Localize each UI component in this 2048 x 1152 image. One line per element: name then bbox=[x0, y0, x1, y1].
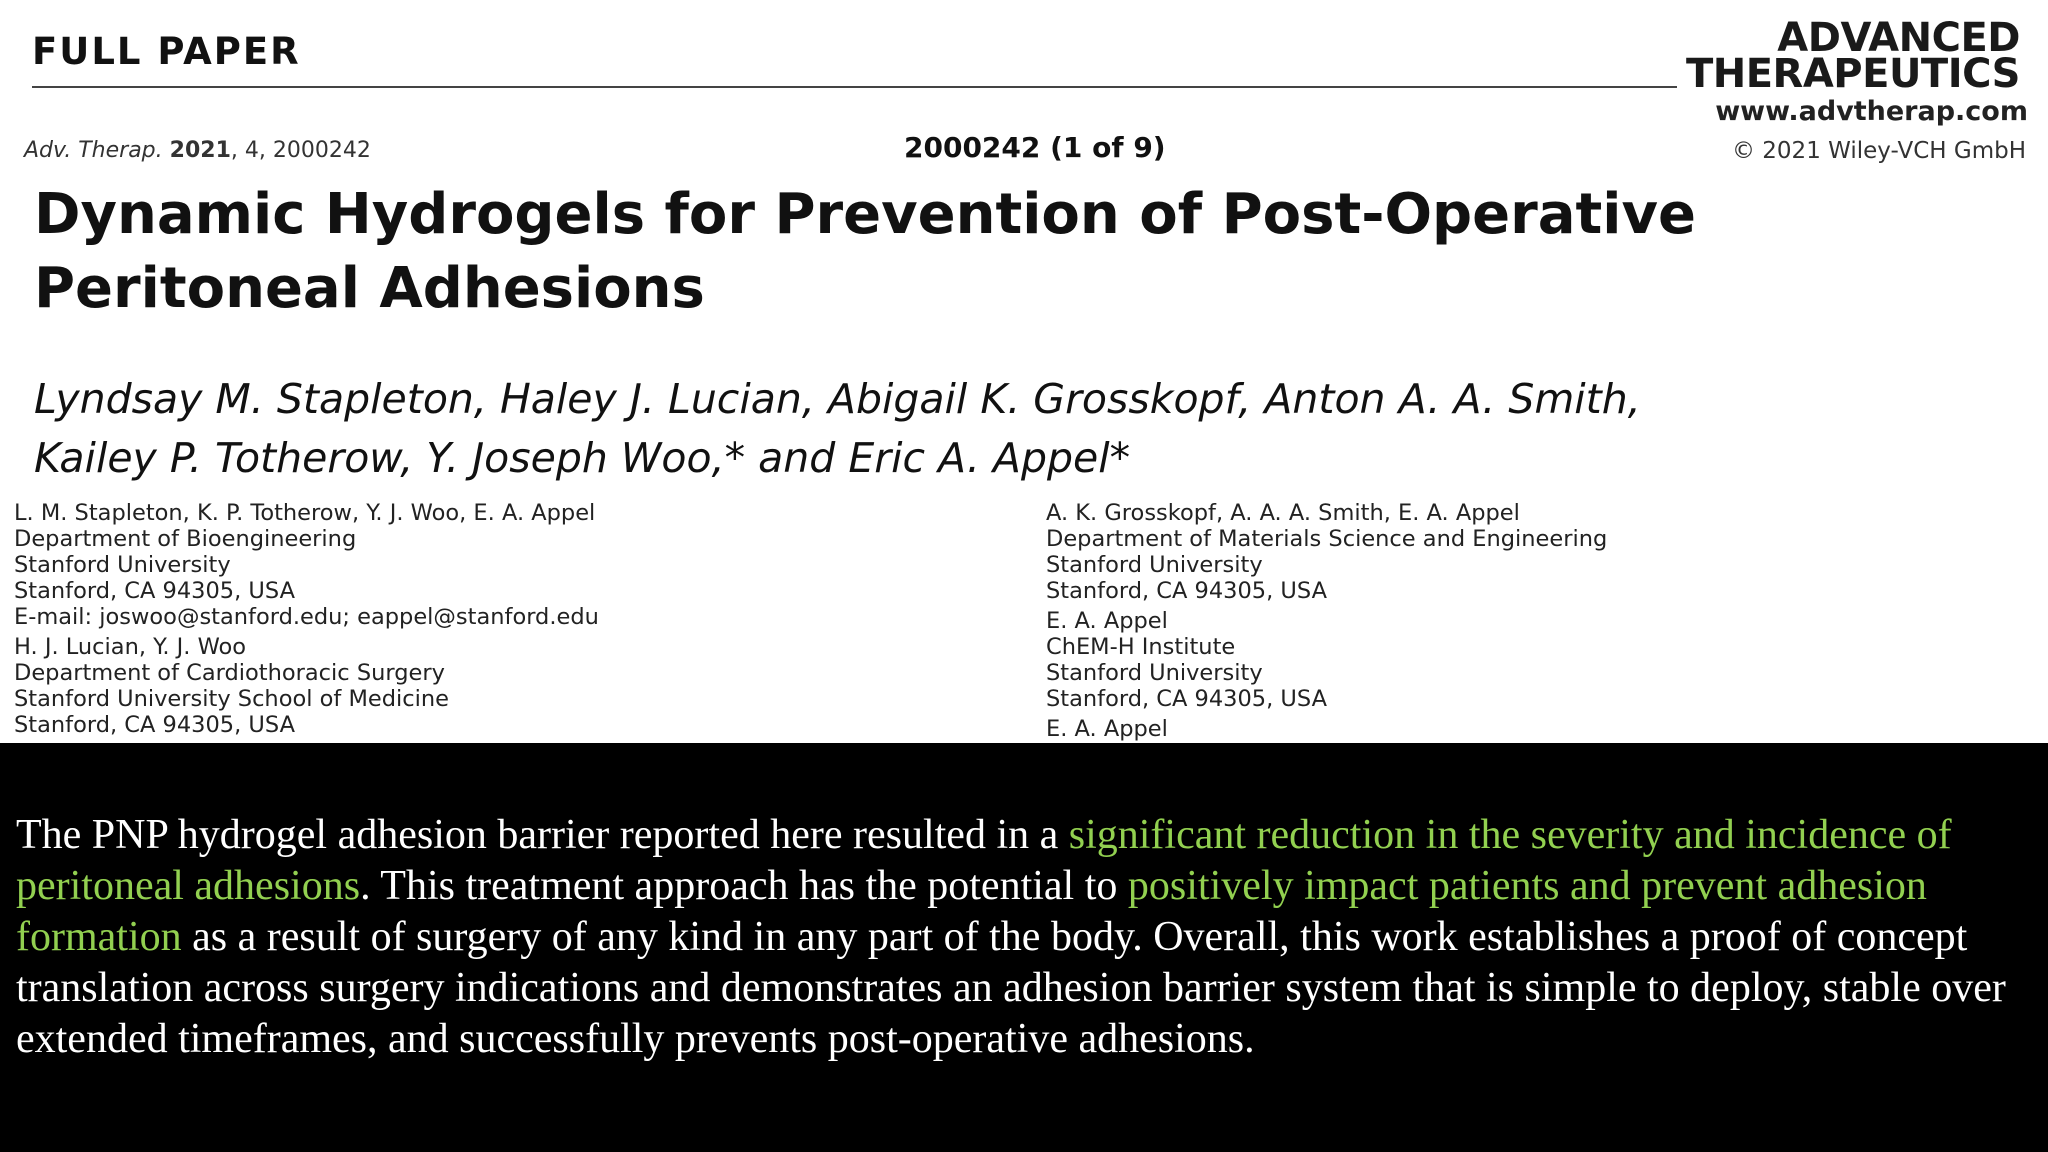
author-list bbox=[34, 370, 1874, 488]
affiliation-line: Stanford University bbox=[1046, 552, 1263, 578]
citation-year: 2021 bbox=[169, 138, 231, 163]
affiliation-block bbox=[1046, 500, 2026, 604]
header-divider bbox=[32, 86, 1677, 88]
affiliation-block bbox=[14, 500, 1014, 630]
journal-logo bbox=[1685, 15, 2020, 97]
author-line: Lyndsay M. Stapleton, Haley J. Lucian, Abigail K. Grosskopf, Anton A. A. Smith, bbox=[34, 375, 1641, 423]
affiliation-block bbox=[14, 634, 1014, 738]
journal-logo-line1: ADVANCED bbox=[1777, 15, 2020, 61]
article-title: Dynamic Hydrogels for Prevention of Post-Operative Peritoneal Adhesions bbox=[34, 182, 1696, 321]
affiliation-line: Stanford University bbox=[1046, 660, 1263, 686]
summary-highlight: significant reduction in the severity and incidence of peritoneal adhesions bbox=[16, 812, 1952, 909]
affiliation-line: Stanford, CA 94305, USA bbox=[1046, 578, 1327, 604]
affiliation-line: Department of Bioengineering bbox=[14, 526, 357, 552]
affiliation-block bbox=[1046, 716, 2026, 742]
journal-website: www.advtherap.com bbox=[1715, 96, 2028, 127]
page-identifier: 2000242 (1 of 9) bbox=[904, 131, 1166, 164]
affiliation-line: ChEM-H Institute bbox=[1046, 634, 1236, 660]
summary-text: The PNP hydrogel adhesion barrier reported here resulted in a bbox=[16, 812, 1069, 858]
affiliation-line: Stanford University bbox=[14, 552, 231, 578]
citation bbox=[24, 138, 371, 163]
affiliation-line: E. A. Appel bbox=[1046, 716, 1168, 742]
summary-text: as a result of surgery of any kind in any part of the body. Overall, this work establishes a proof of concept translation across surgery indications and demonstrates an adhesion barrier system that is simple to deploy, stable over extended timeframes, and successfully prevents post-operative adhesions. bbox=[16, 914, 2006, 1062]
citation-volume: , 4, 2000242 bbox=[230, 138, 371, 163]
affiliations-left bbox=[14, 500, 1014, 738]
affiliation-block bbox=[1046, 608, 2026, 712]
section-label: FULL PAPER bbox=[32, 30, 301, 73]
summary-text: . This treatment approach has the potential to bbox=[360, 863, 1128, 909]
affiliation-line: E. A. Appel bbox=[1046, 608, 1168, 634]
citation-journal: Adv. Therap. bbox=[24, 138, 163, 163]
affiliations-right bbox=[1046, 500, 2026, 742]
affiliation-line: L. M. Stapleton, K. P. Totherow, Y. J. Woo, E. A. Appel bbox=[14, 500, 596, 526]
affiliation-line: Stanford, CA 94305, USA bbox=[14, 578, 295, 604]
journal-logo-line2: THERAPEUTICS bbox=[1685, 51, 2020, 97]
affiliation-line: Department of Cardiothoracic Surgery bbox=[14, 660, 445, 686]
affiliation-line: H. J. Lucian, Y. J. Woo bbox=[14, 634, 247, 660]
copyright-notice: © 2021 Wiley-VCH GmbH bbox=[1731, 138, 2026, 164]
author-line: Kailey P. Totherow, Y. Joseph Woo,* and Eric A. Appel* bbox=[34, 434, 1131, 482]
contact-email: E-mail: joswoo@stanford.edu; eappel@stanford.edu bbox=[14, 604, 599, 630]
affiliation-line: Stanford, CA 94305, USA bbox=[1046, 686, 1327, 712]
affiliation-line: A. K. Grosskopf, A. A. A. Smith, E. A. Appel bbox=[1046, 500, 1520, 526]
affiliation-line: Stanford University School of Medicine bbox=[14, 686, 449, 712]
summary-highlight: positively impact patients and prevent adhesion formation bbox=[16, 863, 1927, 960]
affiliation-line: Department of Materials Science and Engineering bbox=[1046, 526, 1608, 552]
summary-caption bbox=[16, 810, 2026, 1065]
affiliation-line: Stanford, CA 94305, USA bbox=[14, 712, 295, 738]
